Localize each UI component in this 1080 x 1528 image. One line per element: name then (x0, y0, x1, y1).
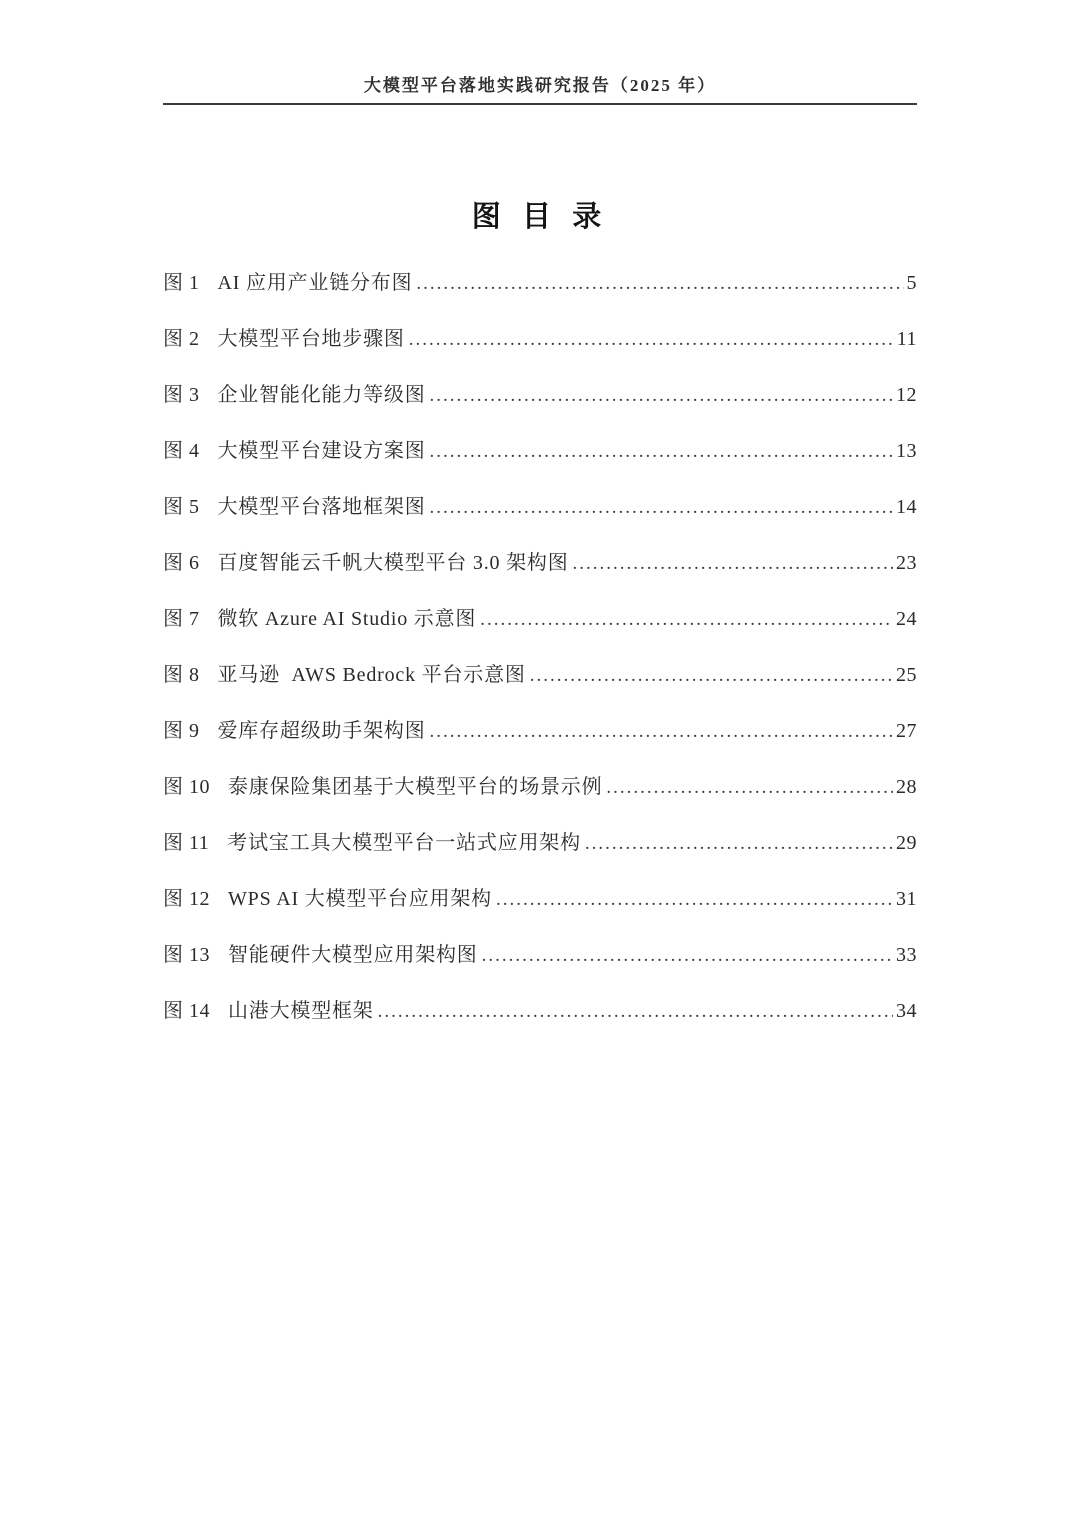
toc-entry[interactable] (163, 551, 917, 576)
toc-leader-dots (409, 327, 894, 352)
toc-leader-dots (482, 943, 893, 968)
toc-entry-page: 29 (896, 832, 917, 854)
toc-entry[interactable] (163, 831, 917, 856)
toc-leader-dots (496, 887, 893, 912)
toc-leader-dots (430, 439, 894, 464)
toc-entry-title: 微软 Azure AI Studio 示意图 (217, 608, 477, 630)
toc-leader-dots (530, 663, 893, 688)
toc-entry[interactable] (163, 495, 917, 520)
toc-entry-title: 大模型平台落地框架图 (217, 496, 426, 518)
toc-leader-dots (416, 271, 903, 296)
toc-leader-dots (430, 383, 894, 408)
toc-entry[interactable] (163, 607, 917, 632)
toc-entry-title: 百度智能云千帆大模型平台 3.0 架构图 (217, 552, 569, 574)
toc-entry-label: 图 9 (163, 720, 200, 742)
toc-leader-dots (430, 495, 894, 520)
toc-entry[interactable] (163, 327, 917, 352)
toc-leader-dots (585, 831, 893, 856)
toc-entry-page: 11 (896, 328, 917, 350)
page-content (163, 0, 917, 1024)
toc-entry-title: 泰康保险集团基于大模型平台的场景示例 (228, 776, 603, 798)
page-header (163, 0, 917, 105)
toc-entry-title: 智能硬件大模型应用架构图 (228, 944, 478, 966)
toc-entry-label: 图 3 (163, 384, 200, 406)
toc-leader-dots (378, 999, 893, 1024)
toc-entry-label: 图 6 (163, 552, 200, 574)
toc-entry-label: 图 4 (163, 440, 200, 462)
toc-entry-page: 23 (896, 552, 917, 574)
toc-entry-label: 图 5 (163, 496, 200, 518)
toc-entry[interactable] (163, 887, 917, 912)
toc-leader-dots (573, 551, 894, 576)
toc-entry-page: 33 (896, 944, 917, 966)
toc-entry-title: 考试宝工具大模型平台一站式应用架构 (227, 832, 581, 854)
toc-entry-title: 大模型平台地步骤图 (217, 328, 405, 350)
toc-entry-page: 13 (896, 440, 917, 462)
figure-toc-list (163, 271, 917, 1024)
header-report-title: 大模型平台落地实践研究报告（2025 年） (363, 76, 717, 95)
toc-entry-label: 图 1 (163, 272, 200, 294)
toc-entry-title: 爱库存超级助手架构图 (217, 720, 426, 742)
toc-entry[interactable] (163, 719, 917, 744)
toc-entry-label: 图 10 (163, 776, 210, 798)
toc-entry-label: 图 8 (163, 664, 200, 686)
toc-entry[interactable] (163, 439, 917, 464)
toc-entry-label: 图 14 (163, 1000, 210, 1022)
toc-entry-title: AI 应用产业链分布图 (217, 272, 413, 294)
toc-entry-page: 25 (896, 664, 917, 686)
toc-entry-label: 图 11 (163, 832, 210, 854)
toc-entry-page: 27 (896, 720, 917, 742)
toc-entry-page: 12 (896, 384, 917, 406)
toc-entry-title: 企业智能化能力等级图 (217, 384, 426, 406)
toc-entry[interactable] (163, 999, 917, 1024)
header-divider (163, 103, 917, 105)
toc-leader-dots (430, 719, 894, 744)
toc-entry[interactable] (163, 383, 917, 408)
toc-entry[interactable] (163, 271, 917, 296)
toc-entry-page: 28 (896, 776, 917, 798)
toc-entry-page: 34 (896, 1000, 917, 1022)
toc-entry-label: 图 7 (163, 608, 200, 630)
toc-entry-label: 图 12 (163, 888, 210, 910)
toc-entry-page: 5 (906, 272, 917, 294)
toc-entry-title: 亚马逊 AWS Bedrock 平台示意图 (217, 664, 526, 686)
toc-leader-dots (480, 607, 893, 632)
toc-entry-title: WPS AI 大模型平台应用架构 (228, 888, 492, 910)
figure-toc-title: 图 目 录 (471, 201, 609, 233)
toc-entry-page: 31 (896, 888, 917, 910)
toc-entry[interactable] (163, 775, 917, 800)
toc-entry-page: 24 (896, 608, 917, 630)
toc-entry[interactable] (163, 663, 917, 688)
toc-entry-label: 图 2 (163, 328, 200, 350)
toc-entry-title: 大模型平台建设方案图 (217, 440, 426, 462)
toc-entry-label: 图 13 (163, 944, 210, 966)
toc-leader-dots (606, 775, 893, 800)
toc-entry[interactable] (163, 943, 917, 968)
toc-entry-page: 14 (896, 496, 917, 518)
toc-entry-title: 山港大模型框架 (228, 1000, 374, 1022)
